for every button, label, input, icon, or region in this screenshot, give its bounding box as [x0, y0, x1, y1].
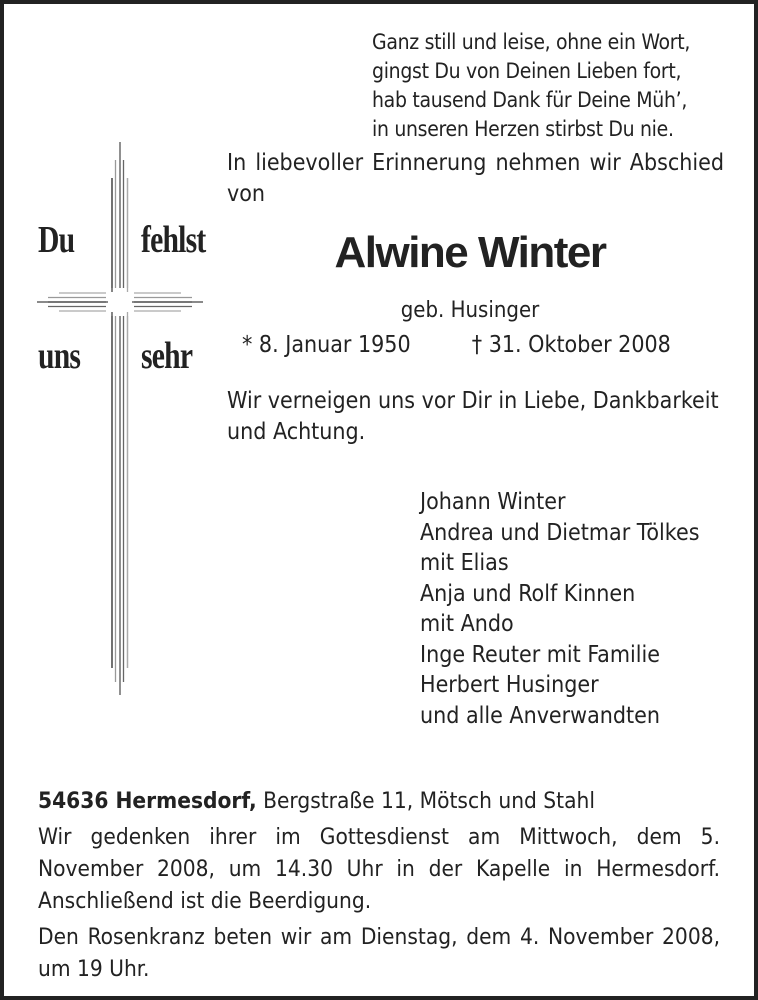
life-dates	[242, 332, 671, 358]
cross-word-fehlst: fehlst	[141, 219, 206, 261]
rosary-text: Den Rosenkranz beten wir am Dienstag, dem 4. November 2008, um 19 Uhr.	[38, 924, 720, 982]
funeral-info	[38, 785, 720, 989]
mourner: Johann Winter	[420, 489, 566, 515]
poem	[372, 28, 690, 144]
cross-word-sehr: sehr	[141, 335, 193, 377]
poem-line: hab tausend Dank für Deine Müh’,	[372, 88, 688, 112]
mourner: Herbert Husinger	[420, 672, 599, 698]
poem-line: in unseren Herzen stirbst Du nie.	[372, 117, 674, 141]
poem-line: Ganz still und leise, ohne ein Wort,	[372, 30, 691, 54]
deceased-name: Alwine Winter	[334, 228, 606, 277]
death-date: † 31. Oktober 2008	[471, 332, 671, 358]
mourner: und alle Anverwandten	[420, 702, 660, 729]
cross-word-uns: uns	[38, 335, 81, 377]
mourner: mit Ando	[420, 611, 514, 637]
service-text: Wir gedenken ihrer im Gottesdienst am Mittwoch, dem 5. November 2008, um 14.30 Uhr in der Kapelle in Hermesdorf. Anschließend ist die Beerdigung.	[38, 824, 720, 914]
address-rest: Bergstraße 11, Mötsch und Stahl	[256, 788, 595, 814]
intro-text: In liebevoller Erinnerung nehmen wir Abschied von	[227, 150, 724, 207]
mourner: mit Elias	[420, 550, 509, 576]
mourner: Anja und Rolf Kinnen	[420, 580, 636, 607]
mourners-list	[420, 487, 699, 731]
mourner: Inge Reuter mit Familie	[420, 641, 660, 668]
cross-word-du: Du	[38, 219, 75, 261]
thanks-text: Wir verneigen uns vor Dir in Liebe, Dankbarkeit und Achtung.	[227, 388, 719, 445]
poem-line: gingst Du von Deinen Lieben fort,	[372, 59, 682, 83]
address-place: 54636 Hermesdorf,	[38, 788, 257, 814]
mourner: Andrea und Dietmar Tölkes	[420, 519, 700, 546]
birth-date: * 8. Januar 1950	[242, 332, 411, 358]
address-line	[38, 785, 720, 817]
birth-name: geb. Husinger	[400, 298, 540, 323]
